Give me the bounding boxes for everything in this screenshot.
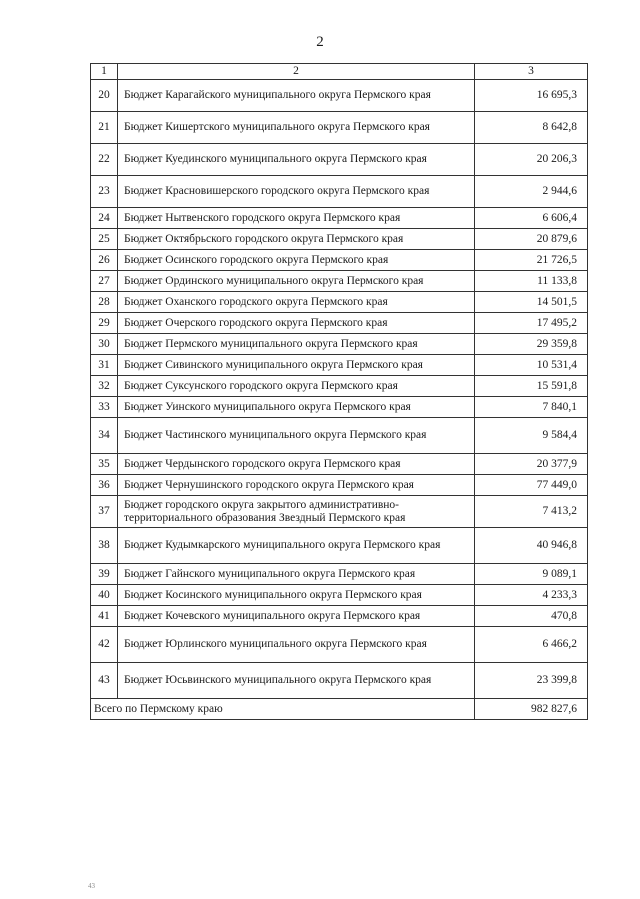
row-number: 34 (91, 418, 118, 454)
budget-value: 77 449,0 (475, 475, 588, 496)
budget-name: Бюджет Куединского муниципального округа Пермского края (118, 144, 475, 176)
table-row (91, 528, 588, 564)
budget-name: Бюджет Косинского муниципального округа Пермского края (118, 585, 475, 606)
footer-mark: 43 (88, 882, 95, 890)
table-row (91, 250, 588, 271)
budget-value: 4 233,3 (475, 585, 588, 606)
budget-name: Бюджет Чернушинского городского округа Пермского края (118, 475, 475, 496)
budget-value: 7 413,2 (475, 496, 588, 528)
budget-value: 6 606,4 (475, 208, 588, 229)
table-row (91, 292, 588, 313)
header-col-1: 1 (91, 64, 118, 80)
header-col-2: 2 (118, 64, 475, 80)
table-row (91, 564, 588, 585)
table-header-row (91, 64, 588, 80)
page-number: 2 (316, 34, 324, 50)
row-number: 24 (91, 208, 118, 229)
budget-name: Бюджет Кишертского муниципального округа Пермского края (118, 112, 475, 144)
row-number: 32 (91, 376, 118, 397)
budget-value: 9 089,1 (475, 564, 588, 585)
budget-value: 29 359,8 (475, 334, 588, 355)
table-row (91, 627, 588, 663)
table-row (91, 418, 588, 454)
budget-value: 20 377,9 (475, 454, 588, 475)
table-row (91, 376, 588, 397)
total-row (91, 699, 588, 720)
row-number: 31 (91, 355, 118, 376)
budget-value: 21 726,5 (475, 250, 588, 271)
budget-name: Бюджет Октябрьского городского округа Пермского края (118, 229, 475, 250)
budget-value: 11 133,8 (475, 271, 588, 292)
budget-name: Бюджет Оханского городского округа Пермского края (118, 292, 475, 313)
budget-name: Бюджет Уинского муниципального округа Пермского края (118, 397, 475, 418)
budget-name: Бюджет Красновишерского городского округа Пермского края (118, 176, 475, 208)
row-number: 39 (91, 564, 118, 585)
table-row (91, 397, 588, 418)
budget-value: 16 695,3 (475, 80, 588, 112)
budget-name: Бюджет Пермского муниципального округа Пермского края (118, 334, 475, 355)
row-number: 26 (91, 250, 118, 271)
table-row (91, 663, 588, 699)
budget-name: Бюджет городского округа закрытого административно-территориального образования Звездный Пермского края (118, 496, 475, 528)
table-row (91, 271, 588, 292)
table-row (91, 80, 588, 112)
budget-value: 14 501,5 (475, 292, 588, 313)
row-number: 41 (91, 606, 118, 627)
row-number: 28 (91, 292, 118, 313)
row-number: 22 (91, 144, 118, 176)
budget-name: Бюджет Суксунского городского округа Пермского края (118, 376, 475, 397)
budget-name: Бюджет Юрлинского муниципального округа Пермского края (118, 627, 475, 663)
budget-value: 20 879,6 (475, 229, 588, 250)
budget-name: Бюджет Карагайского муниципального округа Пермского края (118, 80, 475, 112)
row-number: 21 (91, 112, 118, 144)
row-number: 23 (91, 176, 118, 208)
table-row (91, 144, 588, 176)
header-col-3: 3 (475, 64, 588, 80)
table-row (91, 454, 588, 475)
table-row (91, 313, 588, 334)
total-value: 982 827,6 (475, 699, 588, 720)
row-number: 29 (91, 313, 118, 334)
budget-name: Бюджет Осинского городского округа Пермского края (118, 250, 475, 271)
budget-value: 20 206,3 (475, 144, 588, 176)
budget-name: Бюджет Частинского муниципального округа Пермского края (118, 418, 475, 454)
budget-value: 15 591,8 (475, 376, 588, 397)
budget-name: Бюджет Юсьвинского муниципального округа Пермского края (118, 663, 475, 699)
row-number: 37 (91, 496, 118, 528)
table-row (91, 208, 588, 229)
row-number: 33 (91, 397, 118, 418)
row-number: 30 (91, 334, 118, 355)
budget-value: 10 531,4 (475, 355, 588, 376)
budget-value: 23 399,8 (475, 663, 588, 699)
row-number: 42 (91, 627, 118, 663)
table-row (91, 112, 588, 144)
table-row (91, 176, 588, 208)
budget-value: 7 840,1 (475, 397, 588, 418)
budget-name: Бюджет Сивинского муниципального округа Пермского края (118, 355, 475, 376)
budget-name: Бюджет Кочевского муниципального округа Пермского края (118, 606, 475, 627)
budget-value: 2 944,6 (475, 176, 588, 208)
budget-name: Бюджет Гайнского муниципального округа Пермского края (118, 564, 475, 585)
budget-value: 17 495,2 (475, 313, 588, 334)
budget-name: Бюджет Ординского муниципального округа Пермского края (118, 271, 475, 292)
budget-name: Бюджет Очерского городского округа Пермского края (118, 313, 475, 334)
budget-table (90, 63, 588, 720)
table-row (91, 475, 588, 496)
row-number: 27 (91, 271, 118, 292)
table-row (91, 496, 588, 528)
table-row (91, 334, 588, 355)
budget-value: 9 584,4 (475, 418, 588, 454)
total-label: Всего по Пермскому краю (91, 699, 475, 720)
row-number: 36 (91, 475, 118, 496)
budget-name: Бюджет Чердынского городского округа Пермского края (118, 454, 475, 475)
budget-value: 470,8 (475, 606, 588, 627)
table-row (91, 229, 588, 250)
budget-value: 40 946,8 (475, 528, 588, 564)
table-row (91, 606, 588, 627)
table-row (91, 585, 588, 606)
table-body (91, 64, 588, 720)
row-number: 40 (91, 585, 118, 606)
row-number: 38 (91, 528, 118, 564)
row-number: 43 (91, 663, 118, 699)
row-number: 25 (91, 229, 118, 250)
budget-value: 8 642,8 (475, 112, 588, 144)
row-number: 35 (91, 454, 118, 475)
budget-name: Бюджет Кудымкарского муниципального округа Пермского края (118, 528, 475, 564)
table-row (91, 355, 588, 376)
budget-value: 6 466,2 (475, 627, 588, 663)
row-number: 20 (91, 80, 118, 112)
budget-name: Бюджет Нытвенского городского округа Пермского края (118, 208, 475, 229)
